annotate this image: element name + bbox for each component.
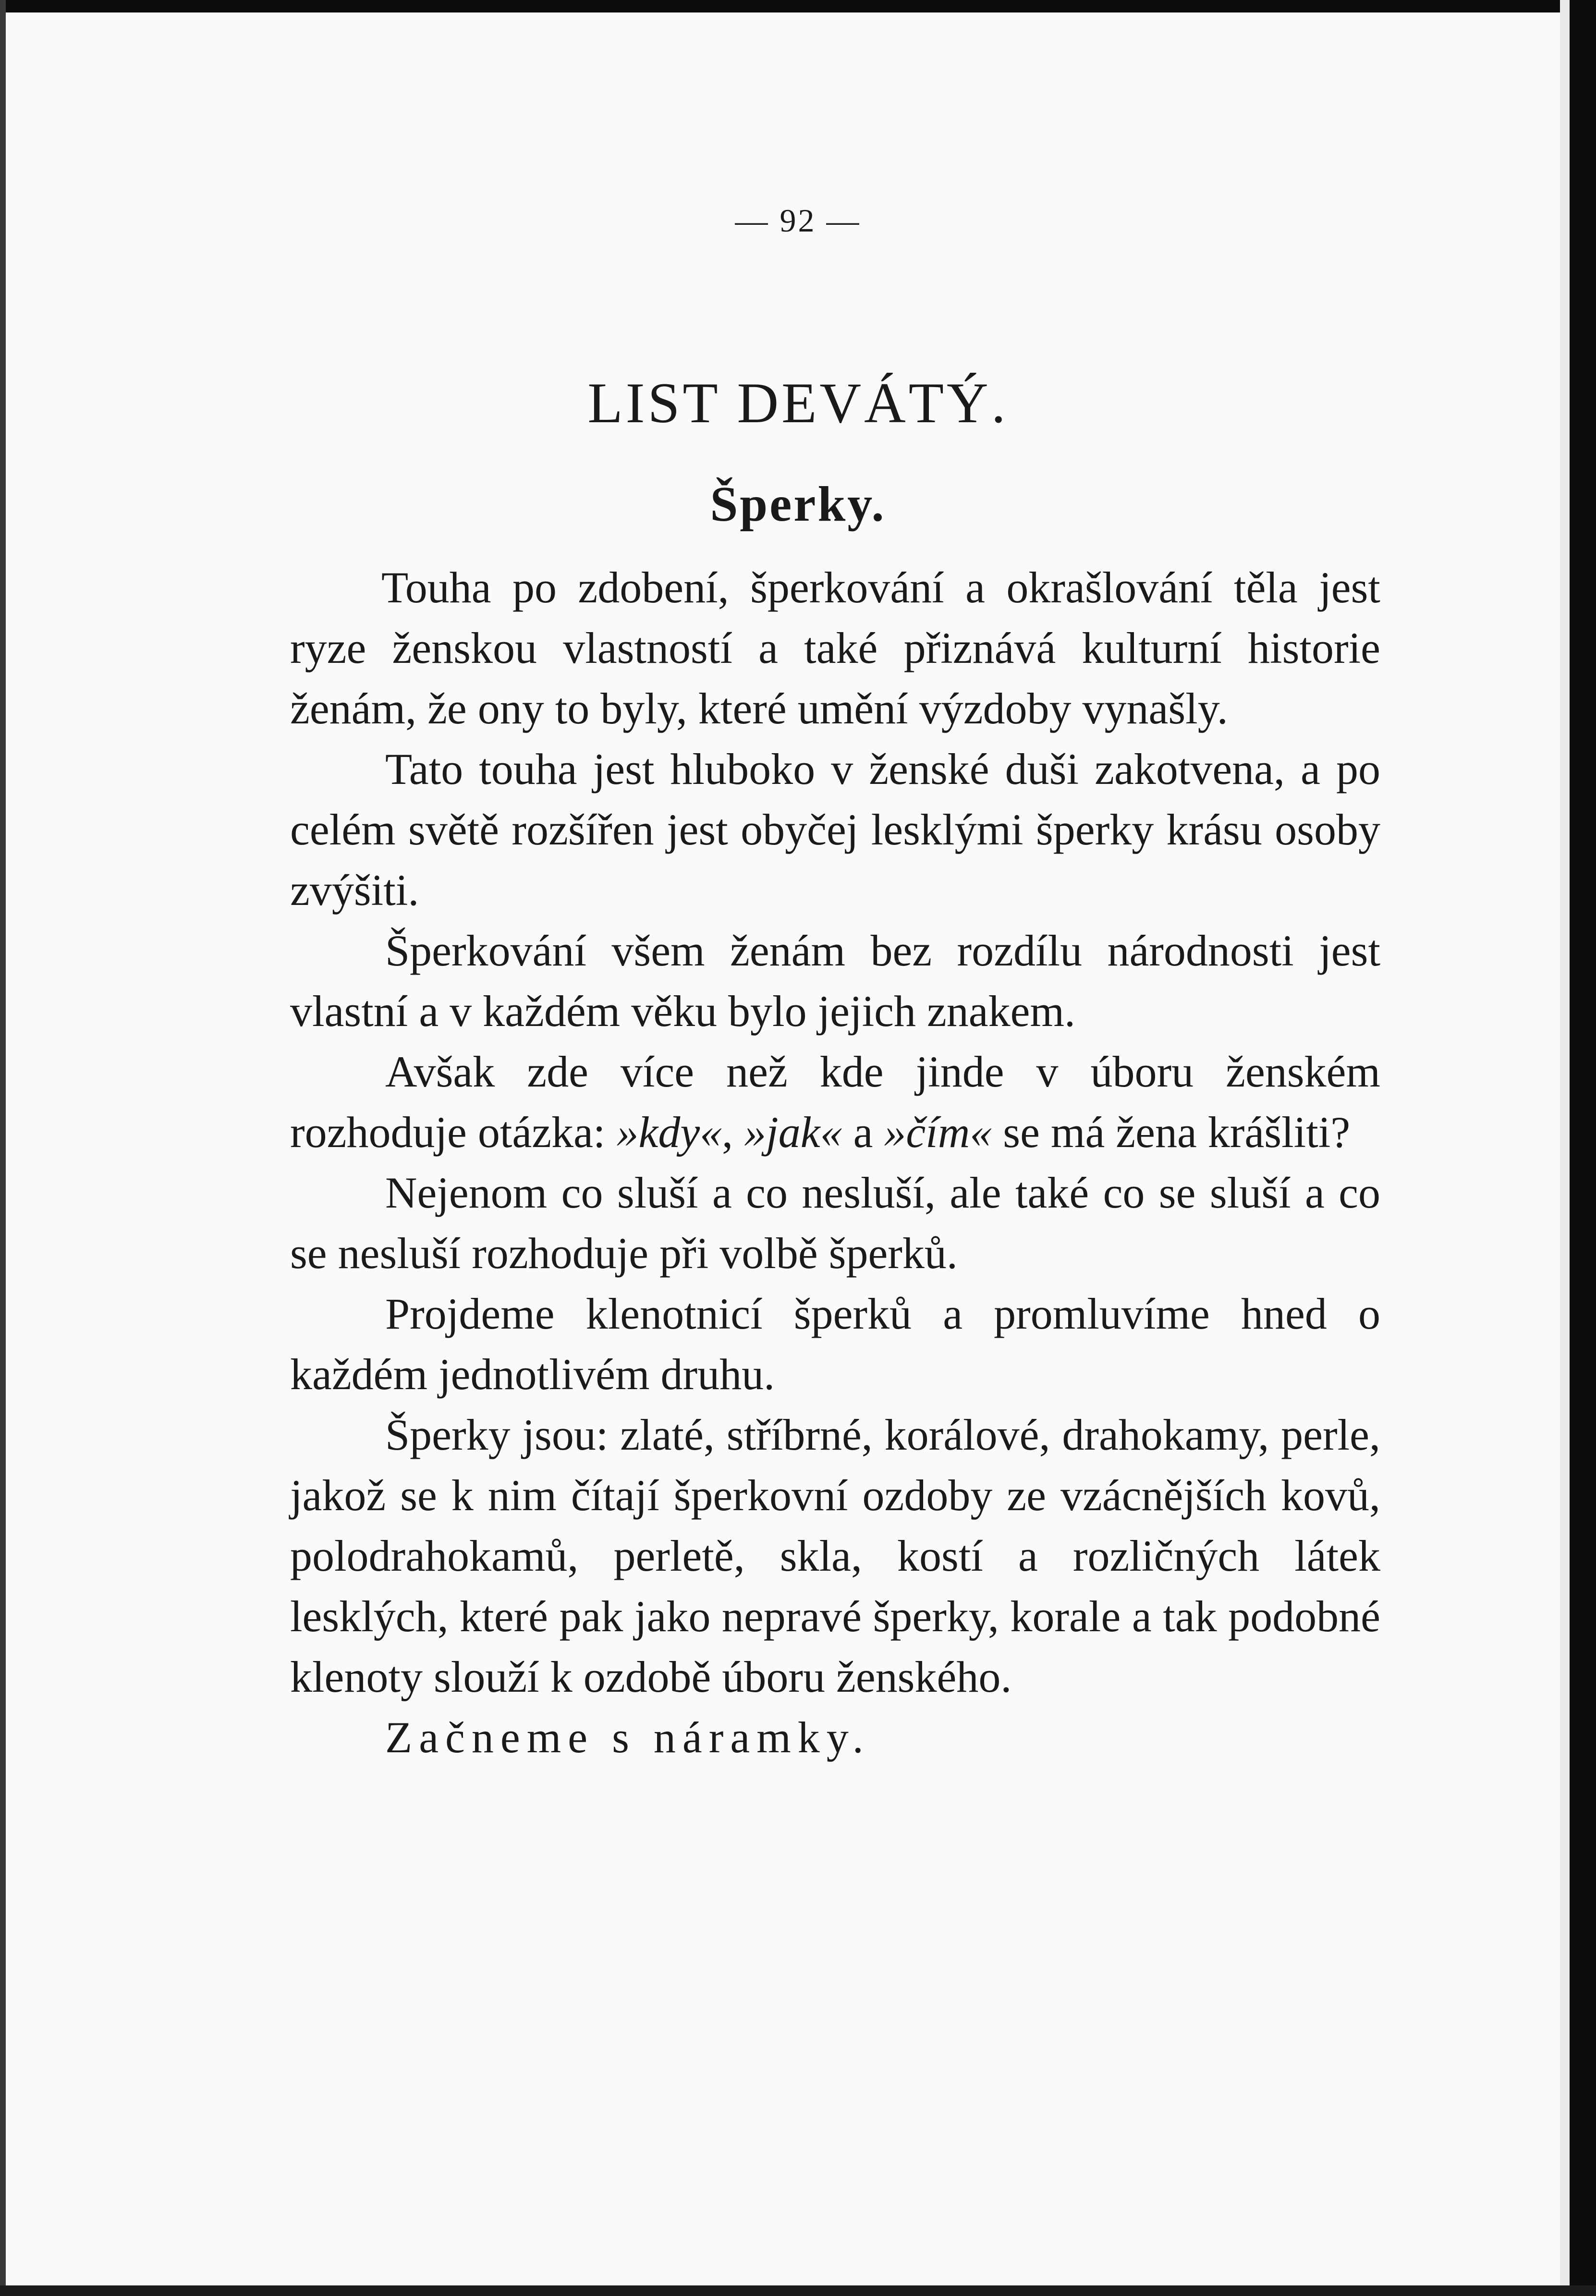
paragraph-question <box>290 1041 1380 1162</box>
scan-border-bottom <box>0 2285 1596 2296</box>
quote-kdy: »kdy« <box>616 1108 722 1157</box>
paragraph-text: se má žena krášliti? <box>992 1108 1351 1157</box>
separator: a <box>842 1108 884 1157</box>
page-number: — 92 — <box>735 202 861 239</box>
paragraph-text: Avšak zde více než kde jinde v úboru ženském rozhoduje otázka: <box>290 1047 1380 1157</box>
separator: , <box>722 1108 744 1157</box>
scan-border-right <box>1570 0 1596 2296</box>
paragraph: Nejenom co sluší a co nesluší, ale také co se sluší a co se nesluší rozhoduje při volbě šperků. <box>290 1168 1380 1278</box>
body-text <box>290 557 1380 1768</box>
scan-border-left <box>0 0 6 2296</box>
section-title: Šperky. <box>710 476 886 532</box>
paragraph: Projdeme klenotnicí šperků a promluvíme hned o každém jednotlivém druhu. <box>290 1289 1380 1399</box>
paragraph: Tato touha jest hluboko v ženské duši zakotvena, a po celém světě rozšířen jest obyčej lesklými šperky krásu osoby zvýšiti. <box>290 745 1380 915</box>
paragraph-closing: Začneme s náramky. <box>385 1713 870 1762</box>
paragraph: Šperkování všem ženám bez rozdílu národnosti jest vlastní a v každém věku bylo jejich znakem. <box>290 926 1380 1036</box>
quote-jak: »jak« <box>744 1108 842 1157</box>
chapter-title: LIST DEVÁTÝ. <box>587 371 1009 435</box>
quote-cim: »čím« <box>884 1108 992 1157</box>
paragraph: Šperky jsou: zlaté, stříbrné, korálové, drahokamy, perle, jakož se k nim čítají šperkovní ozdoby ze vzácnějších kovů, polodrahokamů, perletě, skla, kostí a rozličných látek lesklých, které pak jako nepravé šperky, korale a tak podobné klenoty slouží k ozdobě úboru ženského. <box>290 1410 1380 1701</box>
paragraph: Touha po zdobení, šperkování a okrašlování těla jest ryze ženskou vlastností a také přiznává kulturní historie ženám, že ony to byly, které umění výzdoby vynašly. <box>290 563 1380 733</box>
scan-border-top <box>0 0 1596 12</box>
